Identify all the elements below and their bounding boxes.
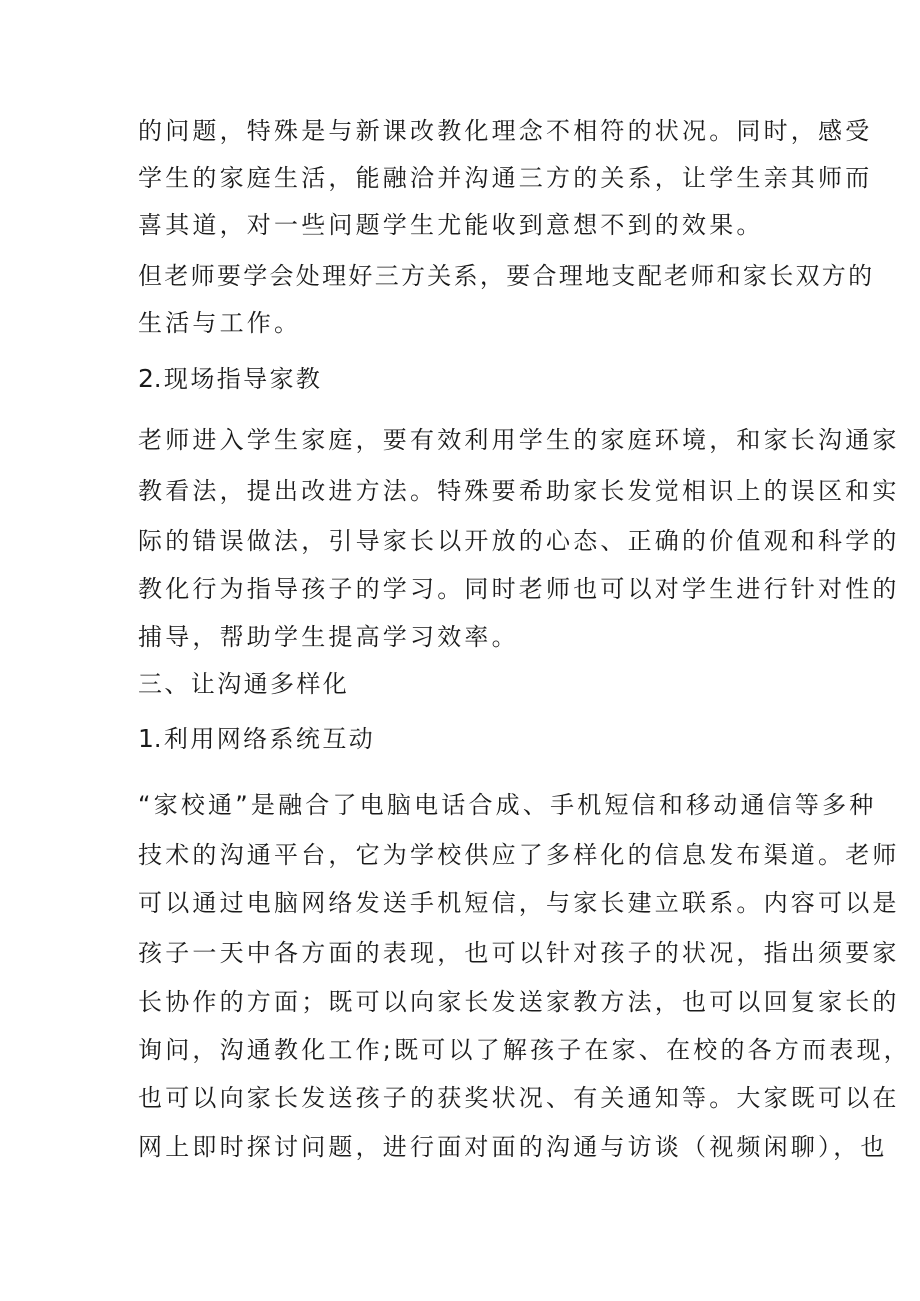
paragraph-line: 的问题，特殊是与新课改教化理念不相符的状况。同时，感受 [138,117,873,145]
section-number: 1 [138,724,154,753]
paragraph-line: 捕导，帮助学生提高学习效率。 [138,623,519,651]
section-title: .现场指导家教 [153,365,323,393]
paragraph-line: 学生的家庭生活，能融洽并沟通三方的关系，让学生亲其师而 [138,164,873,192]
paragraph-line: 际的错误做法，引导家长以开放的心态、正确的价值观和科学的 [138,527,900,555]
section-heading-2 [138,364,798,394]
paragraph-line: 网上即时探讨问题，进行面对面的沟通与访谈（视频闲聊），也 [138,1133,888,1161]
paragraph-line: 长协作的方面；既可以向家长发送家教方法，也可以回复家长的 [138,988,900,1016]
section-heading-3-1 [138,724,798,754]
section-number: 2 [138,364,154,393]
paragraph-line: 可以通过电脑网络发送手机短信，与家长建立联系。内容可以是 [138,889,900,917]
section-title: .利用网络系统互动 [153,725,376,753]
paragraph-line: 也可以向家长发送孩子的获奖状况、有关通知等。大家既可以在 [138,1084,900,1112]
paragraph-line: 教看法，提出改进方法。特殊要希助家长发觉相识上的误区和实 [138,477,900,505]
paragraph-line: 老师进入学生家庭，要有效利用学生的家庭环境，和家长沟通家 [138,426,900,454]
paragraph-line: 孩子一天中各方面的表现，也可以针对孩子的状况，指出须要家 [138,939,900,967]
paragraph-line: 生活与工作。 [138,309,302,337]
paragraph-line: “家校通”是融合了电脑电话合成、手机短信和移动通信等多种 [138,791,877,819]
paragraph-line: 教化行为指导孩子的学习。同时老师也可以对学生进行针对性的 [138,575,900,603]
paragraph-line: 喜其道，对一些问题学生尤能收到意想不到的效果。 [138,211,764,239]
paragraph-line: 技术的沟通平台，它为学校供应了多样化的信息发布渠道。老师 [138,841,900,869]
paragraph-line: 询问，沟通教化工作;既可以了解孩子在家、在校的各方而表现， [138,1036,911,1064]
paragraph-line: 但老师要学会处理好三方关系，要合理地支配老师和家长双方的 [138,262,875,290]
part-heading-3: 三、让沟通多样化 [138,670,350,698]
